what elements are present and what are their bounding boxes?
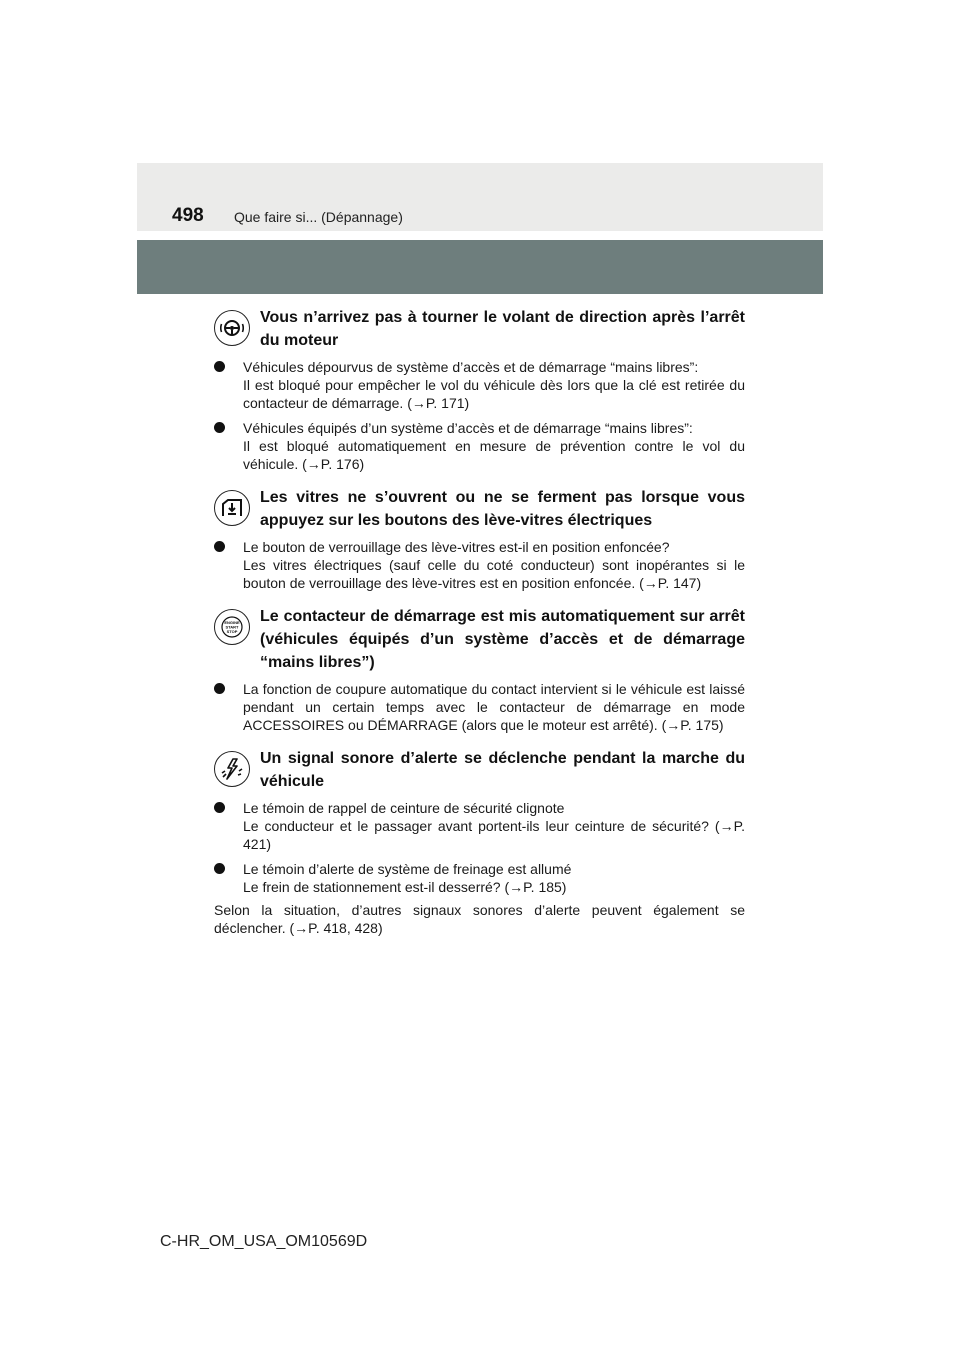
engine-label: ENGINE bbox=[224, 620, 240, 625]
list-item bbox=[214, 860, 745, 896]
bullet-text: Le frein de stationnement est-il desserré? (→P. 185) bbox=[243, 879, 567, 895]
warning-buzzer-icon bbox=[214, 751, 250, 787]
bullet-icon bbox=[214, 863, 225, 874]
steering-wheel-lock-icon bbox=[214, 310, 250, 346]
start-label: START bbox=[225, 624, 239, 630]
topic-title: Vous n’arrivez pas à tourner le volant de direction après l’arrêt du moteur bbox=[260, 309, 745, 349]
page-number: 498 bbox=[172, 205, 204, 226]
bullet-text: Le conducteur et le passager avant portent-ils leur ceinture de sécurité? (→P. 421) bbox=[243, 818, 745, 852]
list-item bbox=[214, 799, 745, 853]
bullet-lead: Véhicules dépourvus de système d’accès et de démarrage “mains libres”: bbox=[243, 359, 699, 375]
list-item bbox=[214, 358, 745, 412]
engine-start-stop-icon bbox=[214, 609, 250, 645]
bullet-icon bbox=[214, 802, 225, 813]
bullet-lead: Véhicules équipés d’un système d’accès et de démarrage “mains libres”: bbox=[243, 420, 693, 436]
topic-title: Un signal sonore d’alerte se déclenche pendant la marche du véhicule bbox=[260, 750, 745, 790]
topic-buzzer bbox=[214, 747, 745, 793]
list-item bbox=[214, 680, 745, 734]
topic-ignition bbox=[214, 605, 745, 674]
topic-title: Les vitres ne s’ouvrent ou ne se ferment pas lorsque vous appuyez sur les boutons des lève-vitres électriques bbox=[260, 489, 745, 529]
topic-steering bbox=[214, 306, 745, 352]
bullet-text: Il est bloqué automatiquement en mesure de prévention contre le vol du véhicule. (→P. 176) bbox=[243, 438, 745, 472]
bullet-icon bbox=[214, 683, 225, 694]
bullet-text: Les vitres électriques (sauf celle du coté conducteur) sont inopérantes si le bouton de verrouillage des lève-vitres est en position enfoncée. (→P. 147) bbox=[243, 557, 745, 591]
bullet-icon bbox=[214, 361, 225, 372]
bullet-icon bbox=[214, 422, 225, 433]
list-item bbox=[214, 538, 745, 592]
document-code: C-HR_OM_USA_OM10569D bbox=[160, 1233, 368, 1250]
list-item bbox=[214, 419, 745, 473]
power-window-icon bbox=[214, 490, 250, 526]
bullet-icon bbox=[214, 541, 225, 552]
bullet-lead: Le bouton de verrouillage des lève-vitres est-il en position enfoncée? bbox=[243, 539, 670, 555]
bullet-text: La fonction de coupure automatique du contact intervient si le véhicule est laissé pendant un certain temps avec le contacteur de démarrage en mode ACCESSOIRES ou DÉMARRAGE (alors que le moteur est arrêté). (→P. 175) bbox=[243, 681, 745, 733]
content bbox=[214, 306, 745, 937]
section-banner bbox=[137, 240, 823, 294]
bullet-text: Il est bloqué pour empêcher le vol du véhicule dès lors que la clé est retirée du contacteur de démarrage. (→P. 171) bbox=[243, 377, 745, 411]
bullet-lead: Le témoin de rappel de ceinture de sécurité clignote bbox=[243, 800, 565, 816]
section-title: Que faire si... (Dépannage) bbox=[234, 209, 403, 225]
note-text: Selon la situation, d’autres signaux sonores d’alerte peuvent également se déclencher. (→P. 418, 428) bbox=[214, 902, 745, 936]
stop-label: STOP bbox=[226, 629, 238, 634]
bullet-lead: Le témoin d’alerte de système de freinage est allumé bbox=[243, 861, 572, 877]
topic-windows bbox=[214, 486, 745, 532]
topic-title: Le contacteur de démarrage est mis automatiquement sur arrêt (véhicules équipés d’un système d’accès et de démarrage “mains libres”) bbox=[260, 608, 745, 671]
